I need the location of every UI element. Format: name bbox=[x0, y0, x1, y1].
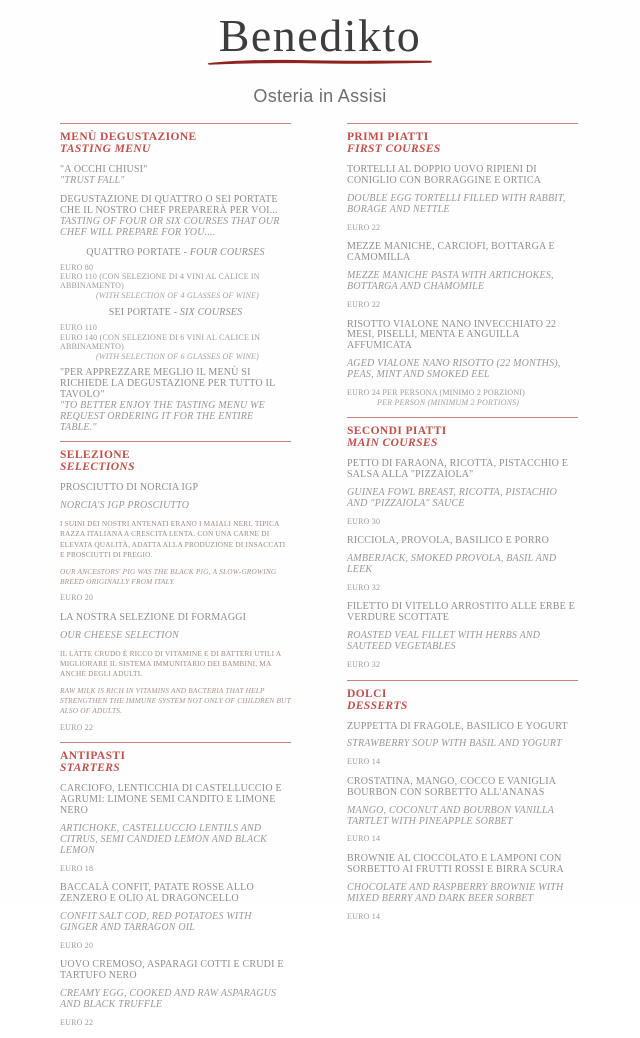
dish-name: TORTELLI AL DOPPIO UOVO RIPIENI DI CONIGLIO CON BORRAGGINE E ORTICA bbox=[347, 164, 542, 187]
dish-entry bbox=[347, 536, 578, 592]
dish-price-group bbox=[347, 388, 578, 407]
dish-translation: GUINEA FOWL BREAST, RICOTTA, PISTACHIO AND "PIZZAIOLA" SAUCE bbox=[347, 486, 558, 509]
dish-translation: OUR CHEESE SELECTION bbox=[60, 629, 179, 641]
dish-translation: STRAWBERRY SOUP WITH BASIL AND YOGURT bbox=[347, 738, 562, 750]
dish-translation: MANGO, COCONUT AND BOURBON VANILLA TARTLET WITH PINEAPPLE SORBET bbox=[347, 804, 554, 827]
price-options bbox=[60, 263, 291, 301]
dish-price: EURO 22 bbox=[60, 722, 94, 732]
menu-section bbox=[60, 441, 291, 732]
menu-note bbox=[60, 195, 291, 239]
dish-translation: AGED VIALONE NANO RISOTTO (22 MONTHS), PEAS, MINT AND SMOKED EEL bbox=[347, 358, 561, 381]
menu-note bbox=[60, 368, 291, 433]
menu-note-italian: DEGUSTAZIONE DI QUATTRO O SEI PORTATE CHE IL NOSTRO CHEF PREPARERÀ PER VOI... bbox=[60, 193, 278, 216]
dish-price: EURO 30 bbox=[347, 516, 381, 526]
dish-translation: CREAMY EGG, COOKED AND RAW ASPARAGUS AND BLACK TRUFFLE bbox=[60, 988, 277, 1011]
dish-price: EURO 32 bbox=[347, 582, 381, 592]
dish-translation: CONFIT SALT COD, RED POTATOES WITH GINGER AND TARRAGON OIL bbox=[60, 910, 252, 933]
dish-description-english: RAW MILK IS RICH IN VITAMINS AND BACTERIA THAT HELP STRENGTHEN THE IMMUNE SYSTEM NOT ONLY OF CHILDREN BUT ALSO OF ADULTS. bbox=[60, 685, 291, 716]
dish-description-english: OUR ANCESTORS' PIG WAS THE BLACK PIG, A SLOW-GROWING BREED ORIGINALLY FROM ITALY. bbox=[60, 566, 277, 586]
dish-price: EURO 32 bbox=[347, 660, 381, 670]
dish-entry bbox=[60, 613, 291, 733]
dish-entry bbox=[347, 722, 578, 767]
course-option-english: SIX COURSES bbox=[179, 307, 243, 319]
dish-description-italian: I SUINI DEI NOSTRI ANTENATI ERANO I MAIALI NERI, TIPICA RAZZA ITALIANA A CRESCITA LENTA. CON UNA CARNE DI ELEVATA QUALITÀ, ADATTA ALLA PRODUZIONE DI INSACCATI E PROSCIUTTI DI PREGIO. bbox=[60, 519, 286, 560]
section-divider bbox=[347, 680, 578, 681]
dish-price-group bbox=[347, 517, 578, 527]
dish-price-group bbox=[347, 660, 578, 670]
dish-name: UOVO CREMOSO, ASPARAGI COTTI E CRUDI E TARTUFO NERO bbox=[60, 959, 284, 982]
dish-price-group bbox=[60, 723, 291, 733]
section-title-english: FIRST COURSES bbox=[347, 143, 441, 156]
dish-price-group bbox=[347, 300, 578, 310]
section-divider bbox=[60, 123, 291, 124]
dish-price-group bbox=[347, 583, 578, 593]
course-option-italian: QUATTRO PORTATE bbox=[86, 246, 181, 258]
course-option-line bbox=[60, 307, 291, 318]
section-title-english: DESSERTS bbox=[347, 699, 408, 712]
menu-section bbox=[60, 742, 291, 1027]
price-per-person-note: PER PERSON (MINIMUM 2 PORTIONS) bbox=[377, 397, 520, 407]
menu-section bbox=[347, 417, 578, 669]
dish-price: EURO 22 bbox=[347, 299, 381, 309]
dish-entry bbox=[347, 242, 578, 309]
dish-price: EURO 22 bbox=[60, 1017, 94, 1027]
course-option-english: FOUR COURSES bbox=[189, 246, 265, 258]
wine-pairing-note: (WITH SELECTION OF 6 GLASSES OF WINE) bbox=[96, 351, 259, 361]
section-title bbox=[347, 689, 578, 713]
dish-entry bbox=[60, 960, 291, 1027]
section-title bbox=[60, 751, 291, 775]
wine-pairing-note: (WITH SELECTION OF 4 GLASSES OF WINE) bbox=[96, 290, 259, 300]
section-title-italian: PRIMI PIATTI bbox=[347, 131, 429, 144]
dish-name: RISOTTO VIALONE NANO INVECCHIATO 22 MESI, PISELLI, MENTA E ANGUILLA AFFUMICATA bbox=[347, 318, 557, 352]
dish-price: EURO 14 bbox=[347, 911, 381, 921]
dish-entry bbox=[347, 777, 578, 844]
menu-note-english: "TO BETTER ENJOY THE TASTING MENU WE REQUEST ORDERING IT FOR THE ENTIRE TABLE." bbox=[60, 399, 265, 433]
dish-price-group bbox=[347, 757, 578, 767]
section-title-italian: MENÙ DEGUSTAZIONE bbox=[60, 131, 197, 144]
section-title-english: SELECTIONS bbox=[60, 461, 135, 474]
section-title bbox=[60, 132, 291, 156]
menu-section bbox=[60, 123, 291, 433]
dish-name: PETTO DI FARAONA, RICOTTA, PISTACCHIO E SALSA ALLA "PIZZAIOLA" bbox=[347, 458, 569, 480]
section-title bbox=[347, 132, 578, 156]
menu-note-english: "TRUST FALL" bbox=[60, 175, 125, 187]
price-option-line: EURO 140 (CON SELEZIONE DI 6 VINI AL CALICE IN ABBINAMENTO) bbox=[60, 332, 261, 352]
dish-price: EURO 22 bbox=[347, 222, 381, 232]
dish-name: MEZZE MANICHE, CARCIOFI, BOTTARGA E CAMOMILLA bbox=[347, 241, 555, 264]
price-options bbox=[60, 323, 291, 361]
section-title-italian: DOLCI bbox=[347, 687, 387, 700]
dish-entry bbox=[60, 483, 291, 603]
dish-price: EURO 20 bbox=[60, 593, 94, 603]
menu-note-italian: "A OCCHI CHIUSI" bbox=[60, 164, 148, 176]
menu-note bbox=[60, 165, 291, 187]
dish-price-group bbox=[347, 834, 578, 844]
dish-entry bbox=[347, 854, 578, 921]
dish-entry bbox=[60, 883, 291, 950]
dish-price: EURO 24 PER PERSONA (MINIMO 2 PORZIONI) bbox=[347, 387, 526, 397]
course-option-separator: - bbox=[180, 246, 190, 258]
dish-translation: ROASTED VEAL FILLET WITH HERBS AND SAUTEED VEGETABLES bbox=[347, 630, 541, 653]
menu-section bbox=[347, 680, 578, 922]
dish-name: CARCIOFO, LENTICCHIA DI CASTELLUCCIO E AGRUMI: LIMONE SEMI CANDITO E LIMONE NERO bbox=[60, 783, 282, 817]
section-title-english: MAIN COURSES bbox=[347, 437, 438, 450]
dish-name: FILETTO DI VITELLO ARROSTITO ALLE ERBE E VERDURE SCOTTATE bbox=[347, 601, 575, 624]
price-option-line: EURO 110 (CON SELEZIONE DI 4 VINI AL CALICE IN ABBINAMENTO) bbox=[60, 271, 260, 291]
dish-entry bbox=[347, 459, 578, 526]
section-title-italian: SECONDI PIATTI bbox=[347, 425, 447, 438]
dish-price: EURO 20 bbox=[60, 940, 94, 950]
course-option-separator: - bbox=[170, 307, 180, 319]
section-title-english: STARTERS bbox=[60, 762, 121, 775]
dish-translation: CHOCOLATE AND RASPBERRY BROWNIE WITH MIXED BERRY AND DARK BEER SORBET bbox=[347, 881, 564, 904]
menu-note-english: TASTING OF FOUR OR SIX COURSES THAT OUR CHEF WILL PREPARE FOR YOU.... bbox=[60, 215, 280, 238]
section-divider bbox=[60, 441, 291, 442]
dish-price-group bbox=[60, 941, 291, 951]
section-title-italian: ANTIPASTI bbox=[60, 750, 126, 763]
dish-translation: MEZZE MANICHE PASTA WITH ARTICHOKES, BOTTARGA AND CHAMOMILE bbox=[347, 270, 554, 293]
dish-name: PROSCIUTTO DI NORCIA IGP bbox=[60, 482, 199, 494]
menu-column-left bbox=[60, 123, 291, 1037]
dish-price-group bbox=[60, 593, 291, 603]
section-divider bbox=[347, 123, 578, 124]
dish-name: BROWNIE AL CIOCCOLATO E LAMPONI CON SORBETTO AI FRUTTI ROSSI E BIRRA SCURA bbox=[347, 853, 564, 875]
course-option-italian: SEI PORTATE bbox=[108, 307, 171, 319]
dish-price-group bbox=[347, 223, 578, 233]
dish-price-group bbox=[60, 864, 291, 874]
dish-name: CROSTATINA, MANGO, COCCO E VANIGLIA BOURBON CON SORBETTO ALL'ANANAS bbox=[347, 775, 556, 798]
dish-price: EURO 14 bbox=[347, 757, 381, 767]
section-title-italian: SELEZIONE bbox=[60, 449, 131, 462]
dish-translation: ARTICHOKE, CASTELLUCCIO LENTILS AND CITRUS, SEMI CANDIED LEMON AND BLACK LEMON bbox=[60, 822, 268, 856]
menu-column-right bbox=[347, 123, 578, 931]
dish-name: LA NOSTRA SELEZIONE DI FORMAGGI bbox=[60, 611, 247, 623]
dish-entry bbox=[347, 320, 578, 408]
dish-price-group bbox=[347, 912, 578, 922]
price-option-line: EURO 80 bbox=[60, 262, 94, 272]
dish-price-group bbox=[60, 1018, 291, 1028]
section-divider bbox=[60, 742, 291, 743]
restaurant-title: Benedikto bbox=[218, 10, 422, 61]
menu-columns bbox=[0, 107, 640, 1037]
menu-note-italian: "PER APPREZZARE MEGLIO IL MENÙ SI RICHIEDE LA DEGUSTAZIONE PER TUTTO IL TAVOLO" bbox=[60, 367, 276, 400]
dish-name: RICCIOLA, PROVOLA, BASILICO E PORRO bbox=[347, 535, 550, 547]
dish-entry bbox=[347, 602, 578, 669]
dish-entry bbox=[60, 784, 291, 873]
menu-section bbox=[347, 123, 578, 407]
dish-price: EURO 14 bbox=[347, 834, 381, 844]
section-divider bbox=[347, 417, 578, 418]
dish-price: EURO 18 bbox=[60, 863, 94, 873]
section-title bbox=[347, 426, 578, 450]
dish-translation: AMBERJACK, SMOKED PROVOLA, BASIL AND LEEK bbox=[347, 553, 557, 575]
price-option-line: EURO 110 bbox=[60, 323, 98, 333]
restaurant-subtitle: Osteria in Assisi bbox=[253, 86, 387, 107]
dish-name: BACCALÀ CONFIT, PATATE ROSSE ALLO ZENZERO E OLIO AL DRAGONCELLO bbox=[60, 882, 254, 905]
dish-translation: DOUBLE EGG TORTELLI FILLED WITH RABBIT, BORAGE AND NETTLE bbox=[347, 192, 566, 215]
dish-translation: NORCIA'S IGP PROSCIUTTO bbox=[60, 500, 190, 512]
section-title bbox=[60, 450, 291, 474]
dish-description-italian: IL LATTE CRUDO È RICCO DI VITAMINE E DI BATTERI UTILI A MIGLIORARE IL SISTEMA IMMUNITARIO DEI BAMBINI, MA ANCHE DEGLI ADULTI. bbox=[60, 648, 281, 679]
section-title-english: TASTING MENU bbox=[60, 143, 151, 156]
header bbox=[0, 0, 640, 107]
dish-name: ZUPPETTA DI FRAGOLE, BASILICO E YOGURT bbox=[347, 720, 568, 732]
dish-entry bbox=[347, 165, 578, 232]
course-option-line bbox=[60, 247, 291, 258]
